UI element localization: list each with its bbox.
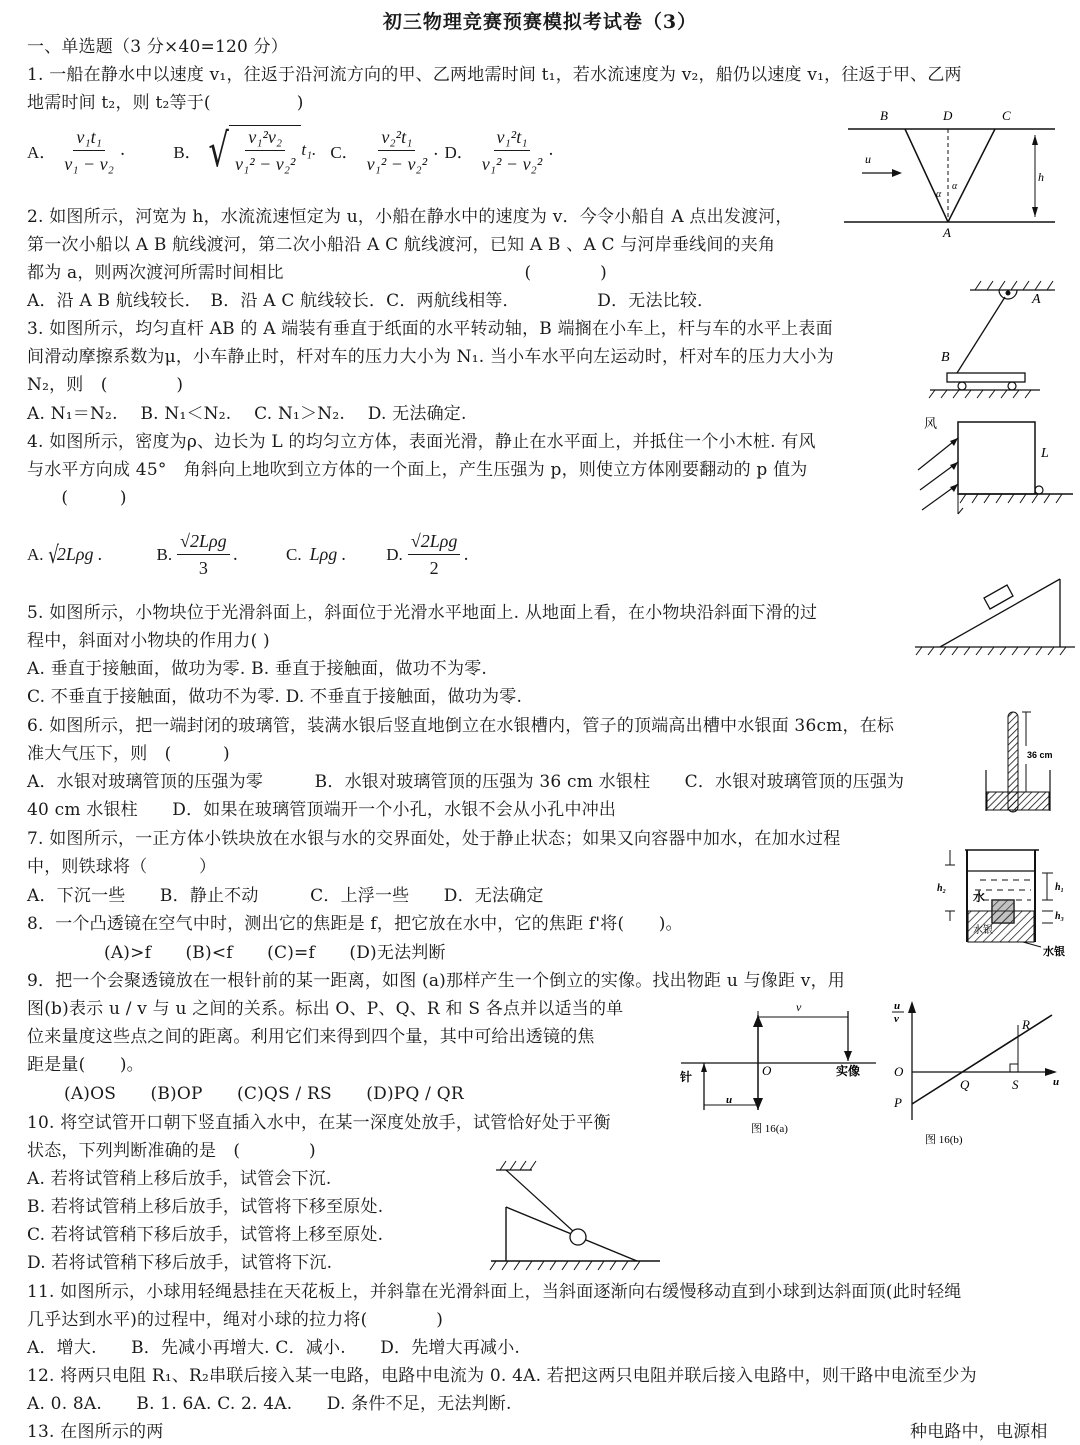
question-7-text-line-1: 7. 如图所示，一正方体小铁块放在水银与水的交界面处，处于静止状态；如果又向容器中加水，在加水过程 — [27, 829, 841, 849]
svg-text:图 16(a): 图 16(a) — [751, 1123, 788, 1135]
ball-incline-diagram — [482, 1148, 672, 1273]
svg-text:h₃: h₃ — [1055, 911, 1065, 922]
sqrt-icon: √ — [180, 531, 190, 551]
question-9-text-line-4: 距是量( )。 — [27, 1055, 144, 1075]
question-1-text-line-2: 地需时间 t₂，则 t₂等于( ) — [27, 93, 304, 113]
cube-wind-diagram — [908, 410, 1078, 520]
svg-text:S: S — [1012, 1077, 1019, 1092]
question-3-text-line-1: 3. 如图所示，均匀直杆 AB 的 A 端装有垂直于纸面的水平转动轴，B 端搁在小车上，杆与车的水平上表面 — [27, 319, 833, 339]
question-5-options-cd: C. 不垂直于接触面，做功不为零. D. 不垂直于接触面，做功为零. — [27, 687, 523, 707]
question-4-text-line-2: 与水平方向成 45° 角斜向上地吹到立方体的一个面上，产生压强为 p，则使立方体刚要翻动的 p 值为 — [27, 460, 808, 480]
question-8-options: (A)>f (B)<f (C)=f (D)无法判断 — [104, 943, 446, 963]
svg-text:36 cm: 36 cm — [1027, 750, 1053, 760]
question-7-text-line-2: 中，则铁球将（ ） — [27, 857, 217, 877]
svg-text:O: O — [894, 1064, 904, 1079]
option-c: C． $\frac{\text{v₂²t₁}}{\text{v₁² − v₂²}}$ . — [330, 126, 439, 174]
svg-text:O: O — [762, 1063, 772, 1078]
sqrt-icon: √ — [47, 540, 59, 569]
option-c: C. Lρg . — [286, 544, 347, 564]
svg-text:水: 水 — [973, 890, 986, 904]
svg-text:P: P — [894, 1095, 902, 1110]
question-10-option-b: B. 若将试管稍上移后放手，试管将下移至原处. — [27, 1197, 384, 1217]
question-10-option-d: D. 若将试管稍下移后放手，试管将下沉. — [27, 1253, 333, 1273]
svg-text:Q: Q — [960, 1077, 970, 1092]
page-title: 初三物理竞赛预赛模拟考试卷（3） — [382, 11, 698, 33]
question-10-text-line-1: 10. 将空试管开口朝下竖直插入水中，在某一深度处放手，试管恰好处于平衡 — [27, 1113, 611, 1133]
svg-text:R: R — [1022, 1017, 1030, 1032]
question-5-text-line-2: 程中，斜面对小物块的作用力( ) — [27, 631, 270, 651]
mercury-tube-diagram — [983, 706, 1073, 816]
question-4-options — [27, 530, 469, 579]
question-3-text-line-3: N₂，则 ( ) — [27, 375, 184, 395]
section-heading: 一、单选题（3 分×40=120 分） — [27, 37, 288, 57]
question-1-options — [27, 125, 554, 175]
svg-text:u: u — [865, 152, 871, 166]
question-6-text-line-4: 40 cm 水银柱 D．如果在玻璃管顶端开一个小孔，水银不会从小孔中冲出 — [27, 800, 617, 820]
question-10-text-line-2: 状态，下列判断准确的是 ( ) — [27, 1141, 316, 1161]
incline-block-diagram — [910, 575, 1080, 665]
svg-text:B: B — [880, 108, 888, 123]
sqrt-icon: √ — [410, 531, 421, 551]
svg-text:风: 风 — [924, 416, 938, 431]
svg-text:D: D — [943, 108, 953, 123]
river-crossing-diagram — [840, 105, 1070, 245]
option-d: D． $\frac{\text{v₁²t₁}}{\text{v₁² − v₂²}}$ . — [444, 126, 554, 174]
option-a: A． $\frac{\text{v₁t₁}}{\text{v₁ − v₂}}$ . — [27, 126, 126, 174]
svg-text:α: α — [952, 181, 958, 192]
question-13-text-left: 13. 在图所示的两 — [27, 1422, 164, 1442]
question-9-options: (A)OS (B)OP (C)QS / RS (D)PQ / QR — [64, 1084, 464, 1104]
svg-text:L: L — [1041, 446, 1049, 461]
svg-text:v: v — [894, 1013, 899, 1025]
question-8-text-line-1: 8．一个凸透镜在空气中时，测出它的焦距是 f，把它放在水中，它的焦距 f'将( )。 — [27, 914, 683, 934]
question-4-text-line-1: 4. 如图所示，密度为ρ、边长为 L 的均匀立方体，表面光滑，静止在水平面上，并抵住一个小木桩. 有风 — [27, 432, 816, 452]
question-9-text-line-1: 9．把一个会聚透镜放在一根针前的某一距离，如图 (a)那样产生一个倒立的实像。找出物距 u 与像距 v，用 — [27, 971, 845, 991]
option-a: A. √ 2Lρg . — [27, 540, 103, 569]
water-mercury-container-diagram — [935, 845, 1075, 960]
question-5-text-line-1: 5. 如图所示，小物块位于光滑斜面上，斜面位于光滑水平地面上. 从地面上看，在小物块沿斜面下滑的过 — [27, 603, 818, 623]
question-9-text-line-3: 位来量度这些点之间的距离。利用它们来得到四个量，其中可给出透镜的焦 — [27, 1027, 595, 1047]
svg-text:α: α — [936, 189, 942, 200]
question-10-option-a: A. 若将试管稍上移后放手，试管会下沉. — [27, 1169, 332, 1189]
question-7-options: A．下沉一些 B．静止不动 C．上浮一些 D．无法确定 — [27, 886, 544, 906]
option-b: B. $\frac{\text{√2Lρg}}{3}$ . — [156, 531, 239, 578]
svg-text:v: v — [796, 1000, 802, 1014]
svg-text:水银: 水银 — [1043, 946, 1065, 958]
option-d: D. $\frac{\text{√2Lρg}}{2}$ . — [386, 531, 469, 578]
question-3-options: A. N₁＝N₂. B. N₁＜N₂. C. N₁＞N₂. D. 无法确定. — [27, 404, 467, 424]
svg-text:A: A — [943, 225, 951, 240]
question-2-options: A．沿 A B 航线较长． B．沿 A C 航线较长．C．两航线相等． D．无法比较． — [27, 291, 715, 311]
svg-text:图 16(b): 图 16(b) — [925, 1134, 963, 1146]
question-4-text-line-3: ( ) — [27, 488, 127, 508]
rod-cart-diagram — [925, 275, 1075, 400]
svg-text:h₂: h₂ — [937, 883, 947, 894]
svg-text:C: C — [1002, 108, 1011, 123]
svg-text:h₁: h₁ — [1055, 882, 1065, 893]
question-6-text-line-2: 准大气压下，则 ( ) — [27, 744, 230, 764]
question-12-options: A. 0. 8A. B. 1. 6A. C. 2. 4A. D. 条件不足，无法判断. — [27, 1394, 512, 1414]
svg-text:u: u — [1053, 1076, 1060, 1088]
option-b: B． √ $\frac{\text{v₁²v₂}}{\text{v₁² − v₂²}}$ t₁. — [173, 123, 317, 177]
question-2-text-line-1: 2. 如图所示，河宽为 h，水流流速恒定为 u，小船在静水中的速度为 v．今令小船自 A 点出发渡河， — [27, 207, 793, 227]
lens-diagram-16a — [676, 995, 886, 1140]
svg-text:水银: 水银 — [973, 925, 993, 936]
question-3-text-line-2: 间滑动摩擦系数为μ，小车静止时，杆对车的压力大小为 N₁. 当小车水平向左运动时，杆对车的压力大小为 — [27, 347, 834, 367]
svg-text:B: B — [941, 350, 950, 365]
question-5-options-ab: A. 垂直于接触面，做功为零. B. 垂直于接触面，做功不为零. — [27, 659, 487, 679]
question-12-text-line-1: 12. 将两只电阻 R₁、R₂串联后接入某一电路，电路中电流为 0. 4A. 若把这两只电阻并联后接入电路中，则干路中电流至少为 — [27, 1366, 977, 1386]
svg-text:实像: 实像 — [836, 1064, 861, 1078]
question-10-option-c: C. 若将试管稍下移后放手，试管将上移至原处. — [27, 1225, 384, 1245]
graph-diagram-16b — [880, 995, 1075, 1150]
svg-text:A: A — [1032, 292, 1041, 307]
question-13-text-right: 种电路中，电源相 — [910, 1422, 1048, 1442]
question-6-text-line-1: 6. 如图所示，把一端封闭的玻璃管，装满水银后竖直地倒立在水银槽内，管子的顶端高出槽中水银面 36cm，在标 — [27, 716, 895, 736]
question-2-text-line-2: 第一次小船以 A B 航线渡河，第二次小船沿 A C 航线渡河，已知 A B 、A C 与河岸垂线间的夹角 — [27, 235, 776, 255]
question-2-text-line-3: 都为 a，则两次渡河所需时间相比 ( ) — [27, 263, 608, 283]
question-11-text-line-2: 几乎达到水平)的过程中，绳对小球的拉力将( ) — [27, 1310, 444, 1330]
svg-text:h: h — [1038, 170, 1044, 184]
question-11-options: A．增大. B．先减小再增大. C．减小. D．先增大再减小. — [27, 1338, 521, 1358]
svg-text:针: 针 — [680, 1070, 693, 1084]
svg-text:u: u — [726, 1094, 733, 1106]
question-11-text-line-1: 11. 如图所示，小球用轻绳悬挂在天花板上，并斜靠在光滑斜面上，当斜面逐渐向右缓慢移动直到小球到达斜面顶(此时轻绳 — [27, 1282, 962, 1302]
question-9-text-line-2: 图(b)表示 u / v 与 u 之间的关系。标出 O、P、Q、R 和 S 各点并以适当的单 — [27, 999, 624, 1019]
question-6-text-line-3: A．水银对玻璃管顶的压强为零 B．水银对玻璃管顶的压强为 36 cm 水银柱 C．水银对玻璃管顶的压强为 — [27, 772, 905, 792]
question-1-text-line-1: 1. 一船在静水中以速度 v₁，往返于沿河流方向的甲、乙两地需时间 t₁，若水流速度为 v₂，船仍以速度 v₁，往返于甲、乙两 — [27, 65, 962, 85]
sqrt-icon: √ — [208, 123, 229, 177]
svg-text:u: u — [894, 1000, 901, 1012]
